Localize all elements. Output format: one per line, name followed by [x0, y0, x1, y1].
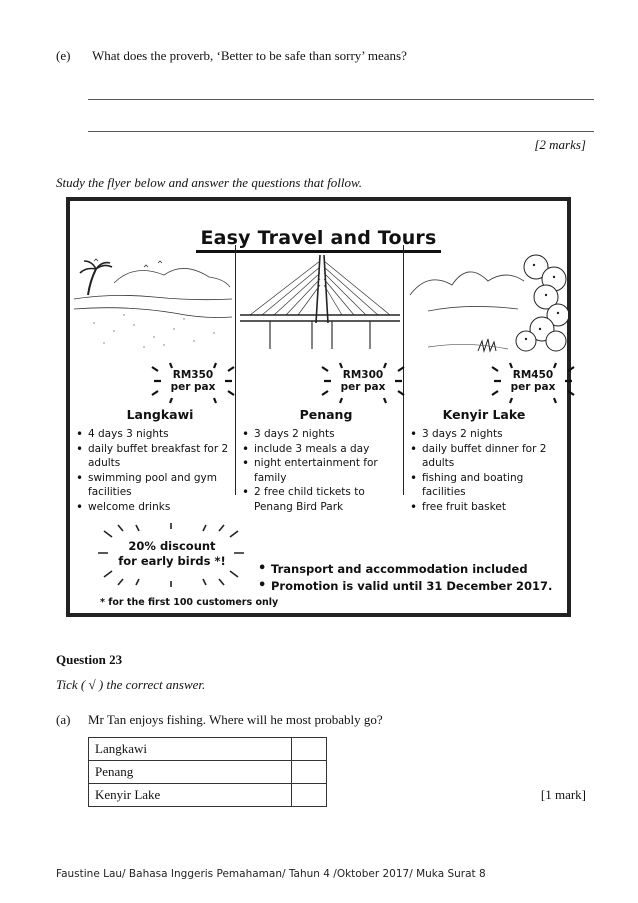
beach-illustration	[74, 253, 232, 353]
list-item: • Promotion is valid until 31 December 2017.	[258, 578, 568, 595]
option-label: Kenyir Lake	[89, 784, 292, 807]
question-e-text: What does the proverb, ‘Better to be safe than sorry’ means?	[92, 48, 407, 63]
table-row	[89, 784, 327, 807]
features-penang	[242, 427, 400, 514]
list-item: • fishing and boating facilities	[410, 471, 566, 500]
list-item: • 4 days 3 nights	[76, 427, 232, 442]
page-footer: Faustine Lau/ Bahasa Inggeris Pemahaman/ Tahun 4 /Oktober 2017/ Muka Surat 8	[56, 868, 486, 880]
package-name-langkawi: Langkawi	[126, 407, 194, 422]
features-kenyir	[410, 427, 566, 514]
list-item: • 3 days 2 nights	[410, 427, 566, 442]
list-item: • daily buffet breakfast for 2 adults	[76, 442, 232, 471]
list-item: • welcome drinks	[76, 500, 232, 515]
list-item: • Transport and accommodation included	[258, 561, 568, 578]
question-e-marks: [2 marks]	[534, 137, 586, 152]
question-23a-marks: [1 mark]	[540, 787, 586, 802]
answer-table	[88, 737, 327, 807]
question-23a-text: Mr Tan enjoys fishing. Where will he most probably go?	[88, 712, 383, 727]
footnote: * for the first 100 customers only	[100, 597, 279, 608]
answer-line-2	[88, 131, 594, 132]
list-item: • night entertainment for family	[242, 456, 400, 485]
question-23-heading: Question 23	[56, 652, 123, 667]
list-item: • free fruit basket	[410, 500, 566, 515]
price-penang: RM300 per pax	[340, 369, 386, 393]
travel-flyer	[66, 197, 571, 617]
price-kenyir: RM450 per pax	[510, 369, 556, 393]
list-item: • 3 days 2 nights	[242, 427, 400, 442]
option-label: Langkawi	[89, 738, 292, 761]
package-name-kenyir: Kenyir Lake	[442, 407, 526, 422]
tick-box-langkawi[interactable]	[292, 738, 327, 761]
bridge-illustration	[240, 253, 400, 353]
features-langkawi	[76, 427, 232, 514]
flyer-title: Easy Travel and Tours	[70, 227, 567, 249]
question-23a-label: (a)	[56, 712, 71, 727]
list-item: • daily buffet dinner for 2 adults	[410, 442, 566, 471]
list-item: • 2 free child tickets to Penang Bird Park	[242, 485, 400, 514]
option-label: Penang	[89, 761, 292, 784]
table-row	[89, 761, 327, 784]
price-langkawi: RM350 per pax	[170, 369, 216, 393]
tick-box-penang[interactable]	[292, 761, 327, 784]
flyer-instruction: Study the flyer below and answer the questions that follow.	[56, 175, 362, 190]
answer-line-1	[88, 99, 594, 100]
table-row	[89, 738, 327, 761]
package-name-penang: Penang	[299, 407, 353, 422]
discount-text: 20% discount for early birds *!	[118, 539, 226, 568]
question-e-label: (e)	[56, 48, 71, 63]
lake-illustration	[408, 251, 568, 357]
list-item: • include 3 meals a day	[242, 442, 400, 457]
tick-box-kenyir-lake[interactable]	[292, 784, 327, 807]
list-item: • swimming pool and gym facilities	[76, 471, 232, 500]
question-23-instruction: Tick ( √ ) the correct answer.	[56, 677, 206, 692]
flyer-notes	[258, 561, 568, 595]
